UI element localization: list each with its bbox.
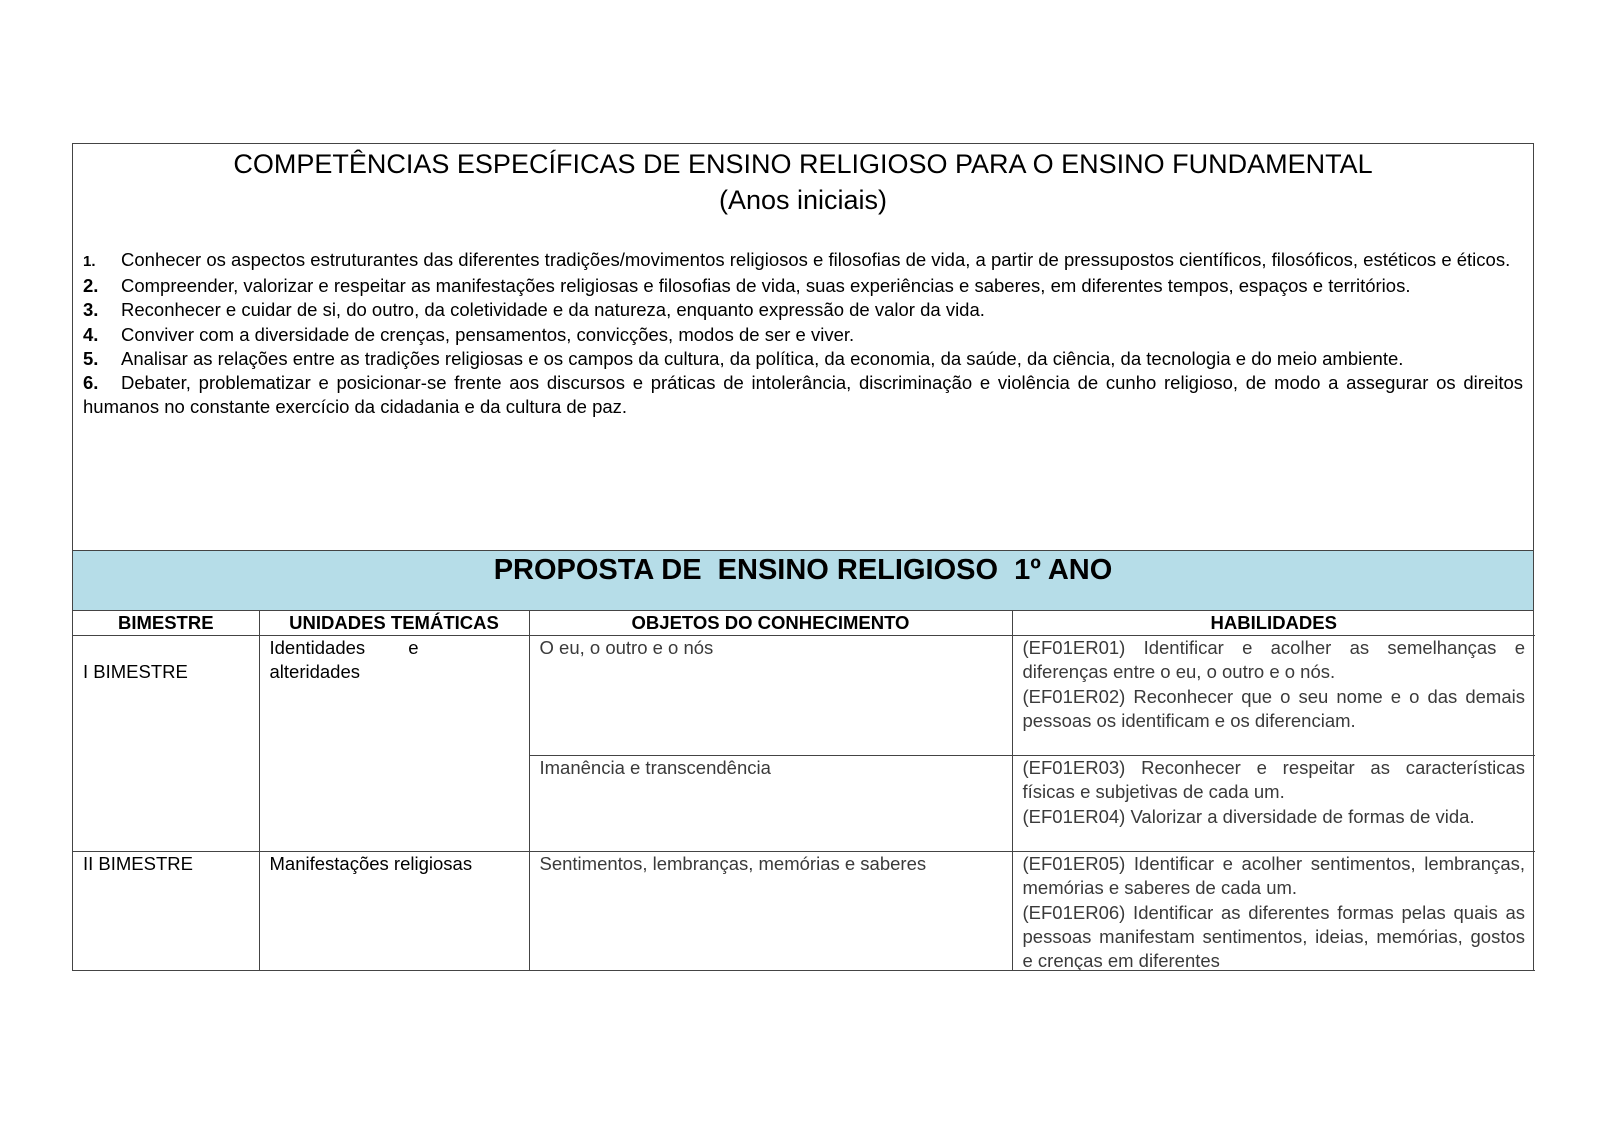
- table-row: [73, 852, 1535, 971]
- table-row: [73, 636, 1535, 756]
- habilidade-text: (EF01ER06) Identificar as diferentes formas pelas quais as pessoas manifestam sentimentos, ideias, memórias, gostos e crenças em diferentes: [1022, 901, 1525, 971]
- habilidade-text: (EF01ER01) Identificar e acolher as semelhanças e diferenças entre o eu, o outro e o nós.: [1022, 637, 1525, 683]
- competencia-number: 4.: [83, 323, 99, 345]
- competencia-text: Compreender, valorizar e respeitar as manifestações religiosas e filosofias de vida, suas experiências e saberes, em diferentes tempos, espaços e territórios.: [121, 275, 1411, 297]
- proposta-title: PROPOSTA DE ENSINO RELIGIOSO 1º ANO: [73, 551, 1533, 611]
- habilidades-cell: [1012, 852, 1535, 971]
- competencia-text: Analisar as relações entre as tradições religiosas e os campos da cultura, da política, da economia, da saúde, da ciência, da tecnologia e do meio ambiente.: [121, 347, 1404, 369]
- header-habilidades: HABILIDADES: [1012, 611, 1535, 636]
- competencia-item: [83, 323, 1523, 347]
- habilidades-cell: [1012, 756, 1535, 852]
- habilidade-text: (EF01ER02) Reconhecer que o seu nome e o das demais pessoas os identificam e os diferenciam.: [1022, 685, 1525, 731]
- competencias-list: [83, 248, 1523, 419]
- habilidade-text: (EF01ER05) Identificar e acolher sentimentos, lembranças, memórias e saberes de cada um.: [1022, 853, 1525, 899]
- table-header-row: [73, 611, 1535, 636]
- competencias-section: [73, 144, 1533, 551]
- competencia-number: 6.: [83, 372, 99, 394]
- objeto-cell: Sentimentos, lembranças, memórias e saberes: [529, 852, 1012, 971]
- document-frame: [72, 143, 1534, 971]
- unidade-text: alteridades: [269, 661, 361, 683]
- unidade-cell: Manifestações religiosas: [259, 852, 529, 971]
- competencia-item: [83, 274, 1523, 298]
- unidade-text: Identidades: [269, 637, 366, 659]
- habilidades-cell: [1012, 636, 1535, 756]
- competencia-number: 2.: [83, 275, 99, 297]
- unidade-cell: [259, 636, 529, 852]
- competencia-text: Debater, problematizar e posicionar-se frente aos discursos e práticas de intolerância, discriminação e violência de cunho religioso, de modo a assegurar os direitos humanos no constante exercício da cidadania e da cultura de paz.: [83, 372, 1523, 418]
- header-objetos: OBJETOS DO CONHECIMENTO: [529, 611, 1012, 636]
- competencia-item: [83, 347, 1523, 371]
- competencias-subtitle: (Anos iniciais): [718, 185, 888, 215]
- curriculum-table: [73, 611, 1535, 971]
- bimestre-cell: I BIMESTRE: [73, 636, 259, 852]
- competencia-number: 3.: [83, 299, 99, 321]
- unidade-text: e: [408, 637, 419, 659]
- header-bimestre: BIMESTRE: [73, 611, 259, 636]
- competencias-title: COMPETÊNCIAS ESPECÍFICAS DE ENSINO RELIGIOSO PARA O ENSINO FUNDAMENTAL: [233, 149, 1373, 179]
- competencia-text: Conhecer os aspectos estruturantes das diferentes tradições/movimentos religiosos e filosofias de vida, a partir de pressupostos científicos, filosóficos, estéticos e éticos.: [121, 249, 1511, 270]
- competencia-number: 1.: [83, 253, 96, 270]
- competencia-text: Conviver com a diversidade de crenças, pensamentos, convicções, modos de ser e viver.: [121, 323, 855, 345]
- competencia-item: [83, 248, 1523, 274]
- competencia-item: [83, 298, 1523, 322]
- competencia-text: Reconhecer e cuidar de si, do outro, da coletividade e da natureza, enquanto expressão de valor da vida.: [121, 299, 985, 321]
- habilidade-text: (EF01ER04) Valorizar a diversidade de formas de vida.: [1022, 805, 1475, 827]
- header-unidades: UNIDADES TEMÁTICAS: [259, 611, 529, 636]
- bimestre-cell: II BIMESTRE: [73, 852, 259, 971]
- objeto-cell: Imanência e transcendência: [529, 756, 1012, 852]
- competencia-number: 5.: [83, 347, 99, 369]
- habilidade-text: (EF01ER03) Reconhecer e respeitar as características físicas e subjetivas de cada um.: [1022, 757, 1525, 803]
- competencia-item: [83, 371, 1523, 419]
- objeto-cell: O eu, o outro e o nós: [529, 636, 1012, 756]
